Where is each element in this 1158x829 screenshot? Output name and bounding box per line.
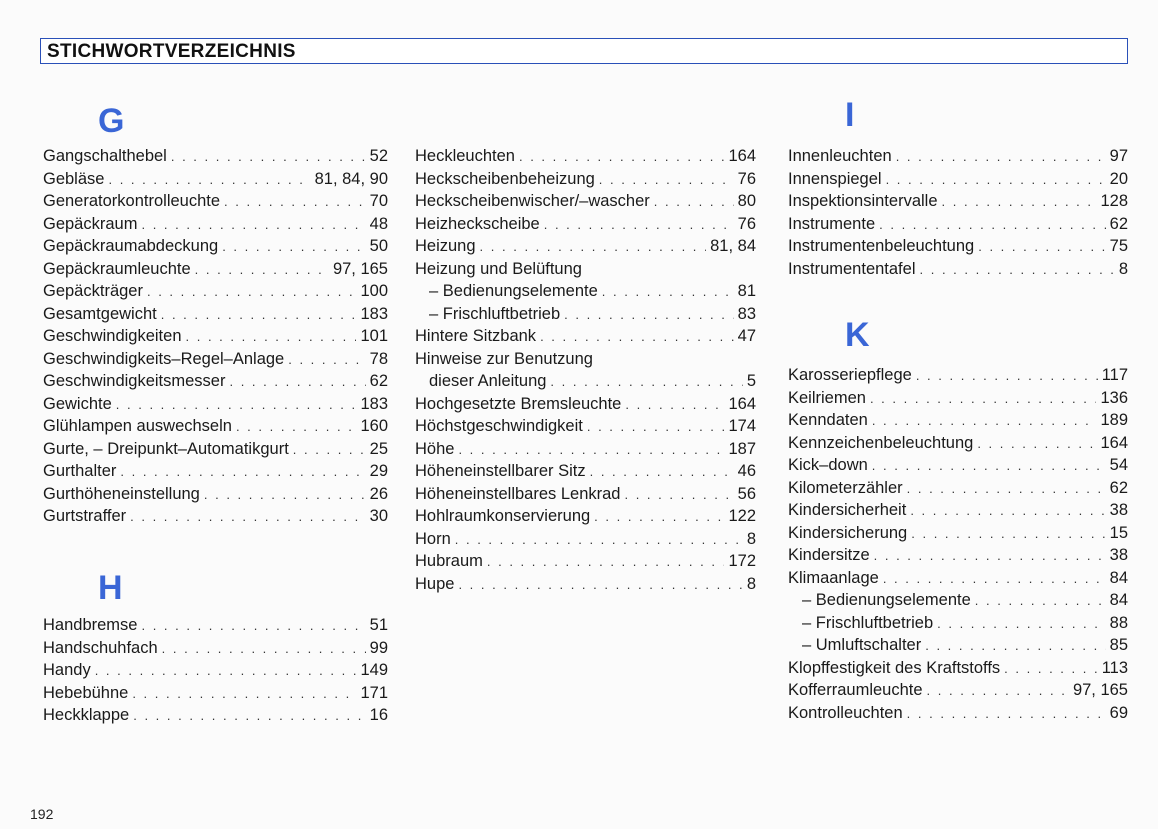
- entry-page: 174: [728, 417, 756, 435]
- index-entry: [415, 303, 756, 326]
- entry-term: Hupe: [415, 574, 455, 593]
- index-entry: [788, 190, 1128, 213]
- entry-page: 47: [737, 327, 756, 345]
- section-letter-k: K: [845, 316, 870, 354]
- index-entry: [43, 460, 388, 483]
- entry-term: Kenndaten: [788, 411, 868, 429]
- entry-term: Heckscheibenbeheizung: [415, 169, 595, 188]
- index-entry: [415, 235, 756, 258]
- entry-term: Heizheckscheibe: [415, 214, 540, 233]
- entry-page: 84: [1109, 568, 1128, 587]
- entry-page: 8: [746, 574, 756, 593]
- index-entry: [415, 280, 756, 303]
- entry-page: 128: [1100, 192, 1128, 210]
- index-entry: [43, 659, 388, 682]
- entry-page: 81, 84, 90: [314, 169, 388, 188]
- index-entry: [43, 190, 388, 213]
- index-entry: [788, 168, 1128, 191]
- entry-term: Gepäckraumleuchte: [43, 259, 191, 278]
- index-entry: [788, 679, 1128, 702]
- index-entry: [788, 432, 1128, 455]
- entry-term: Heizung und Belüftung: [415, 259, 582, 278]
- entry-page: 62: [1109, 478, 1128, 497]
- index-entry: [415, 483, 756, 506]
- entry-term: Höheneinstellbarer Sitz: [415, 462, 586, 480]
- entry-page: 164: [1100, 433, 1128, 452]
- index-entry: [788, 409, 1128, 432]
- entry-page: 8: [746, 529, 756, 548]
- entry-term: Generatorkontrolleuchte: [43, 192, 221, 210]
- entry-page: 56: [737, 484, 756, 503]
- index-entry: [415, 550, 756, 573]
- index-entry: [415, 505, 756, 528]
- entry-page: 8: [1118, 259, 1128, 278]
- index-entry: [788, 235, 1128, 258]
- index-entry: [788, 454, 1128, 477]
- index-entry: [43, 168, 388, 191]
- entry-term: Instrumententafel: [788, 259, 916, 278]
- index-entry: [415, 415, 756, 438]
- entry-term: – Frischluftbetrieb: [429, 304, 561, 323]
- index-entry: [43, 213, 388, 236]
- entry-term: Handy: [43, 661, 91, 679]
- entry-page: 81: [737, 282, 756, 300]
- index-entry: [788, 657, 1128, 680]
- entry-page: 160: [360, 417, 388, 435]
- entry-page: 189: [1100, 411, 1128, 429]
- index-entry: [788, 364, 1128, 387]
- entry-term: Instrumentenbeleuchtung: [788, 237, 975, 255]
- index-entry: [788, 522, 1128, 545]
- entry-page: 97, 165: [1072, 681, 1128, 699]
- entry-term: Gepäckträger: [43, 282, 143, 300]
- index-entry: [788, 702, 1128, 725]
- index-entry: [43, 704, 388, 727]
- entry-term: Geschwindigkeiten: [43, 327, 182, 345]
- entry-page: 62: [369, 372, 388, 390]
- index-entry: [415, 460, 756, 483]
- entry-term: Gepäckraum: [43, 214, 138, 233]
- index-entry: [415, 528, 756, 551]
- entry-page: 164: [728, 394, 756, 413]
- index-entry: [788, 499, 1128, 522]
- index-entry: [788, 387, 1128, 410]
- index-entry: [788, 145, 1128, 168]
- entry-page: 62: [1109, 214, 1128, 233]
- entry-term: – Frischluftbetrieb: [802, 613, 934, 632]
- index-entry: [415, 258, 756, 281]
- entry-page: 38: [1109, 501, 1128, 519]
- entry-term: – Umluftschalter: [802, 636, 922, 654]
- section-letter-h: H: [98, 569, 123, 607]
- entry-term: Kofferraumleuchte: [788, 681, 923, 699]
- index-entry: [43, 682, 388, 705]
- index-entry: [43, 145, 388, 168]
- entry-term: dieser Anleitung: [429, 372, 547, 390]
- entry-page: 38: [1109, 546, 1128, 564]
- entry-page: 172: [728, 552, 756, 570]
- entry-term: – Bedienungselemente: [802, 591, 971, 609]
- entry-term: Höchstgeschwindigkeit: [415, 417, 583, 435]
- entry-term: Kontrolleuchten: [788, 703, 903, 722]
- entry-page: 48: [369, 214, 388, 233]
- entry-term: Höhe: [415, 439, 455, 458]
- index-entry: [415, 213, 756, 236]
- entry-term: Gangschalthebel: [43, 147, 167, 165]
- entry-term: Gurthöheneinstellung: [43, 484, 200, 503]
- entry-page: 46: [737, 462, 756, 480]
- index-entry: [415, 370, 756, 393]
- index-entry: [788, 612, 1128, 635]
- entry-page: 187: [728, 439, 756, 458]
- index-entry: [415, 168, 756, 191]
- index-entry: [788, 213, 1128, 236]
- index-entry: [43, 505, 388, 528]
- entry-term: Heckleuchten: [415, 147, 515, 165]
- entry-term: Kennzeichenbeleuchtung: [788, 433, 974, 452]
- entry-page: 85: [1109, 636, 1128, 654]
- index-entry: [415, 393, 756, 416]
- index-header: [40, 38, 1128, 64]
- entry-term: Höheneinstellbares Lenkrad: [415, 484, 621, 503]
- index-entry: [788, 258, 1128, 281]
- entry-term: Kindersicherung: [788, 523, 908, 542]
- entry-term: Kindersitze: [788, 546, 870, 564]
- entry-term: Inspektionsintervalle: [788, 192, 938, 210]
- entry-page: 70: [369, 192, 388, 210]
- entry-page: 88: [1109, 613, 1128, 632]
- index-entry: [43, 258, 388, 281]
- entry-page: 113: [1101, 658, 1128, 677]
- entry-term: Gebläse: [43, 169, 105, 188]
- entry-page: 97: [1109, 147, 1128, 165]
- entry-page: 84: [1109, 591, 1128, 609]
- entry-page: 29: [369, 462, 388, 480]
- entry-term: Klopffestigkeit des Kraftstoffs: [788, 658, 1001, 677]
- index-entry: [415, 348, 756, 371]
- index-entry: [43, 483, 388, 506]
- entry-term: Kilometerzähler: [788, 478, 903, 497]
- entry-term: Hinweise zur Benutzung: [415, 349, 593, 368]
- entry-page: 149: [360, 661, 388, 679]
- entry-page: 15: [1109, 523, 1128, 542]
- index-entry: [788, 477, 1128, 500]
- entry-term: Hubraum: [415, 552, 483, 570]
- entry-term: Gurte, – Dreipunkt–Automatikgurt: [43, 439, 289, 458]
- entry-term: Innenleuchten: [788, 147, 892, 165]
- entry-page: 50: [369, 237, 388, 255]
- entry-page: 75: [1109, 237, 1128, 255]
- entry-page: 81, 84: [710, 237, 756, 255]
- entry-term: Handschuhfach: [43, 638, 158, 657]
- section-letter-i: I: [845, 96, 855, 134]
- entry-page: 16: [369, 706, 388, 724]
- entry-term: Klimaanlage: [788, 568, 879, 587]
- entry-term: – Bedienungselemente: [429, 282, 598, 300]
- index-entry: [43, 370, 388, 393]
- entry-page: 80: [737, 192, 756, 210]
- entry-term: Gewichte: [43, 394, 112, 413]
- index-entry: [415, 190, 756, 213]
- entry-page: 20: [1109, 169, 1128, 188]
- entry-term: Hohlraumkonservierung: [415, 507, 591, 525]
- entry-page: 101: [360, 327, 388, 345]
- section-letter-g: G: [98, 102, 125, 140]
- entry-term: Innenspiegel: [788, 169, 882, 188]
- entry-term: Heckklappe: [43, 706, 130, 724]
- entry-page: 136: [1100, 388, 1128, 407]
- index-entry: [415, 145, 756, 168]
- index-entry: [43, 325, 388, 348]
- entry-page: 26: [369, 484, 388, 503]
- entry-page: 25: [369, 439, 388, 458]
- entry-term: Handbremse: [43, 616, 138, 634]
- entry-term: Karosseriepflege: [788, 366, 912, 384]
- index-entry: [43, 438, 388, 461]
- entry-term: Kindersicherheit: [788, 501, 907, 519]
- entry-page: 52: [369, 147, 388, 165]
- entry-page: 183: [360, 394, 388, 413]
- index-entry: [43, 235, 388, 258]
- entry-term: Instrumente: [788, 214, 876, 233]
- entry-term: Gurthalter: [43, 462, 117, 480]
- index-entry: [788, 567, 1128, 590]
- entry-page: 183: [360, 304, 388, 323]
- index-title: STICHWORTVERZEICHNIS: [47, 41, 296, 62]
- index-entry: [43, 415, 388, 438]
- index-entry: [415, 325, 756, 348]
- index-entry: [415, 573, 756, 596]
- entry-term: Keilriemen: [788, 388, 866, 407]
- entry-term: Glühlampen auswechseln: [43, 417, 232, 435]
- index-entry: [43, 303, 388, 326]
- entry-term: Heizung: [415, 237, 476, 255]
- entry-term: Hebebühne: [43, 683, 129, 702]
- entry-page: 51: [369, 616, 388, 634]
- index-entry: [43, 393, 388, 416]
- entry-page: 122: [728, 507, 756, 525]
- entry-page: 97, 165: [332, 259, 388, 278]
- index-entry: [43, 614, 388, 637]
- index-entry: [43, 348, 388, 371]
- entry-term: Gepäckraumabdeckung: [43, 237, 219, 255]
- index-entry: [788, 634, 1128, 657]
- entry-page: 171: [360, 683, 388, 702]
- entry-term: Heckscheibenwischer/–wascher: [415, 192, 650, 210]
- entry-term: Horn: [415, 529, 451, 548]
- entry-page: 117: [1101, 366, 1128, 384]
- entry-page: 5: [746, 372, 756, 390]
- entry-page: 78: [369, 349, 388, 368]
- index-entry: [788, 544, 1128, 567]
- entry-page: 100: [360, 282, 388, 300]
- index-entry: [43, 637, 388, 660]
- entry-page: 30: [369, 507, 388, 525]
- entry-term: Hochgesetzte Bremsleuchte: [415, 394, 622, 413]
- entry-term: Geschwindigkeits–Regel–Anlage: [43, 349, 285, 368]
- index-entry: [43, 280, 388, 303]
- entry-page: 76: [737, 214, 756, 233]
- entry-term: Hintere Sitzbank: [415, 327, 537, 345]
- entry-page: 99: [369, 638, 388, 657]
- entry-page: 164: [728, 147, 756, 165]
- entry-term: Gesamtgewicht: [43, 304, 157, 323]
- entry-page: 54: [1109, 456, 1128, 474]
- index-entry: [788, 589, 1128, 612]
- entry-page: 76: [737, 169, 756, 188]
- entry-term: Geschwindigkeitsmesser: [43, 372, 226, 390]
- entry-page: 83: [737, 304, 756, 323]
- page-number: 192: [30, 806, 54, 822]
- entry-page: 69: [1109, 703, 1128, 722]
- entry-term: Kick–down: [788, 456, 868, 474]
- entry-term: Gurtstraffer: [43, 507, 127, 525]
- index-entry: [415, 438, 756, 461]
